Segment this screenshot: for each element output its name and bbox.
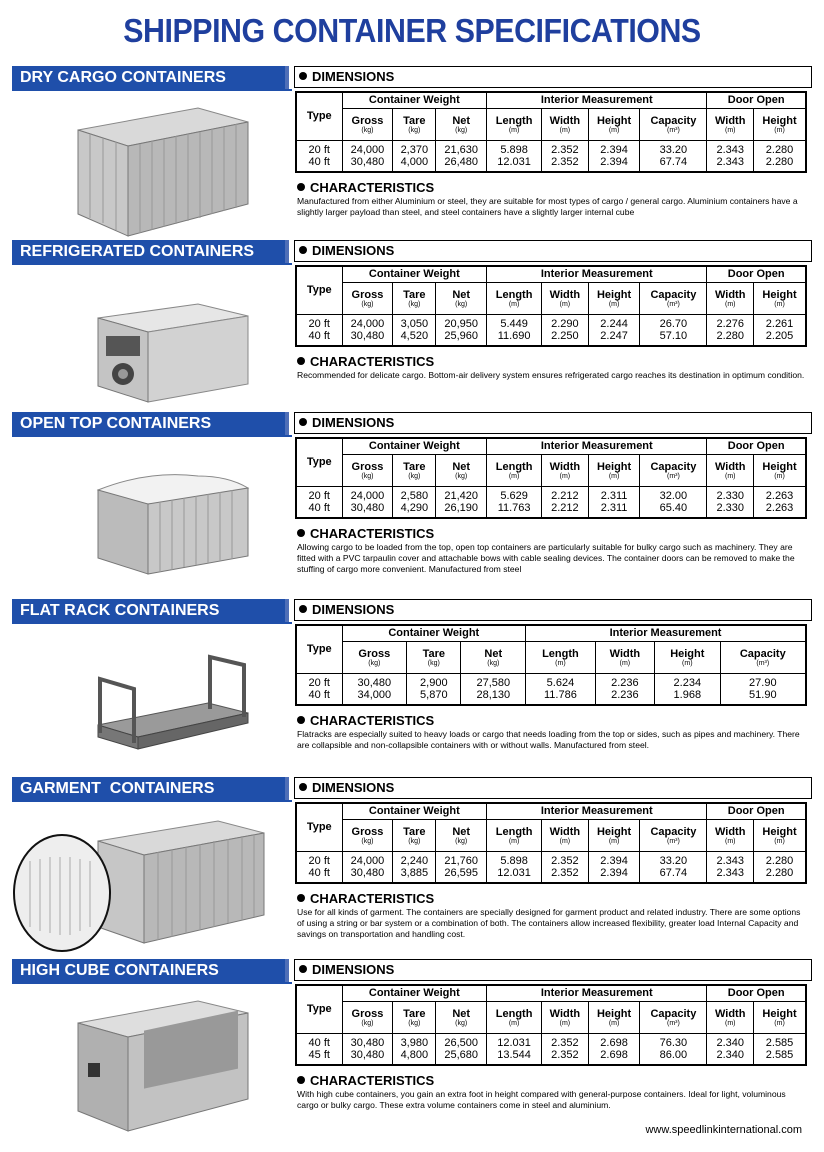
characteristics-heading: CHARACTERISTICS	[297, 355, 434, 369]
characteristics-text: With high cube containers, you gain an extra foot in height compared with general-purpose containers. Ideal for light, voluminous cargo or bulky cargo. These extra volume containers come in steel and aluminium.	[297, 1089, 786, 1110]
bullet-icon	[297, 894, 305, 902]
characteristics-text: Recommended for delicate cargo. Bottom-air delivery system ensures refrigerated cargo reaches its destination in optimum condition.	[297, 370, 805, 380]
bullet-icon	[299, 246, 307, 254]
bullet-icon	[299, 783, 307, 791]
bullet-icon	[297, 357, 305, 365]
high-cube-container-image	[48, 993, 258, 1133]
characteristics-text: Flatracks are especially suited to heavy loads or cargo that needs loading from the top or sides, such as pipes and machinery. There are collapsible and non-collapsible containers with or without walls. Manufactured from steel.	[297, 729, 800, 750]
net-header: Net (kg)	[436, 109, 487, 141]
section-rule	[12, 263, 292, 265]
refrigerated-container-image	[48, 274, 258, 414]
characteristics-heading: CHARACTERISTICS	[297, 181, 434, 195]
page-title: SHIPPING CONTAINER SPECIFICATIONS	[123, 12, 701, 49]
table-row: 20 ft 24,000 2,580 21,420 5.629 2.212 2.311 32.00 2.330 2.263	[296, 487, 806, 503]
section-title: GARMENT CONTAINERS	[12, 777, 289, 800]
characteristics-heading: CHARACTERISTICS	[297, 1074, 434, 1088]
bullet-icon	[299, 965, 307, 973]
bullet-icon	[297, 1076, 305, 1084]
table-row: 40 ft 34,000 5,870 28,130 11.786 2.236 1.968 51.90	[296, 689, 806, 705]
bullet-icon	[299, 418, 307, 426]
bullet-icon	[297, 183, 305, 191]
open-top-container-image	[48, 446, 258, 586]
section-title: DRY CARGO CONTAINERS	[12, 66, 289, 89]
section-rule	[12, 435, 292, 437]
table-row: 40 ft 30,480 3,980 26,500 12.031 2.352 2.698 76.30 2.340 2.585	[296, 1034, 806, 1050]
dimensions-heading: DIMENSIONS	[294, 412, 812, 434]
tare-header: Tare (kg)	[393, 109, 436, 141]
container-weight-header: Container Weight	[342, 92, 487, 109]
capacity-header: Capacity (m³)	[640, 109, 707, 141]
table-row: 20 ft 24,000 2,370 21,630 5.898 2.352 2.394 33.20 2.343 2.280	[296, 141, 806, 157]
dimensions-table	[295, 91, 807, 173]
type-header: Type	[296, 92, 342, 141]
section-rule	[12, 622, 292, 624]
dimensions-heading: DIMENSIONS	[294, 240, 812, 262]
dimensions-heading: DIMENSIONS	[294, 777, 812, 799]
section-rule	[12, 89, 292, 91]
dimensions-heading: DIMENSIONS	[294, 959, 812, 981]
section-rule	[12, 982, 292, 984]
characteristics-heading: CHARACTERISTICS	[297, 527, 434, 541]
flat-rack-container-image	[48, 633, 258, 773]
table-row: 40 ft 30,480 4,000 26,480 12.031 2.352 2.394 67.74 2.343 2.280	[296, 156, 806, 172]
length-header: Length (m)	[487, 109, 542, 141]
section-title: OPEN TOP CONTAINERS	[12, 412, 289, 435]
bullet-icon	[297, 716, 305, 724]
table-row: 45 ft 30,480 4,800 25,680 13.544 2.352 2.698 86.00 2.340 2.585	[296, 1049, 806, 1065]
gross-header: Gross (kg)	[342, 109, 393, 141]
dimensions-table: Type Container Weight Interior Measurement Gross (kg) Tare (kg) Net (kg) Length (m) Width (m) Height (m) Capacity (m³) 20 ft 30,480 2,900 27,580 5.624 2.236 2.234 27.90 40 ft 34,000 5,870 28,130 11.786 2.236 1.968 51.90	[295, 624, 807, 706]
bullet-icon	[299, 605, 307, 613]
characteristics-heading: CHARACTERISTICS	[297, 892, 434, 906]
dimensions-table: Type Container Weight Interior Measurement Door Open Gross (kg) Tare (kg) Net (kg) Length (m) Width (m) Height (m) Capacity (m³) Width (m) Height (m) 20 ft 24,000 2,240 21,760 5.898 2.352 2.394 33.20 2.343 2.280 40 ft 30,480 3,885 26,595 12.031 2.352 2.394 67.74 2.343 2.280	[295, 802, 807, 884]
section-rule	[12, 800, 292, 802]
bullet-icon	[297, 529, 305, 537]
interior-header: Interior Measurement	[487, 92, 707, 109]
dimensions-heading: DIMENSIONS	[294, 599, 812, 621]
dimensions-table: Type Container Weight Interior Measurement Door Open Gross (kg) Tare (kg) Net (kg) Length (m) Width (m) Height (m) Capacity (m³) Width (m) Height (m) 20 ft 24,000 3,050 20,950 5.449 2.290 2.244 26.70 2.276 2.261 40 ft 30,480 4,520 25,960 11.690 2.250 2.247 57.10 2.280 2.205	[295, 265, 807, 347]
dimensions-heading: DIMENSIONS	[294, 66, 812, 88]
characteristics-text: Allowing cargo to be loaded from the top, open top containers are particularly suitable for bulky cargo such as machinery. They are fitted with a PVC tarpaulin cover and attachable bows with cable sealing devices. The container doors can be removed to make the stuffing of cargo more convenient. Manufactured from steel	[297, 542, 795, 574]
section-title: FLAT RACK CONTAINERS	[12, 599, 289, 622]
table-row: 20 ft 24,000 3,050 20,950 5.449 2.290 2.244 26.70 2.276 2.261	[296, 315, 806, 331]
characteristics-text: Manufactured from either Aluminium or steel, they are suitable for most types of cargo / general cargo. Aluminium containers have a slightly larger payload than steel, and steel containers have a slightly larger internal cube	[297, 196, 798, 217]
dry-cargo-container-image	[48, 100, 258, 240]
table-row: 40 ft 30,480 4,520 25,960 11.690 2.250 2.247 57.10 2.280 2.205	[296, 330, 806, 346]
characteristics-text: Use for all kinds of garment. The containers are specially designed for garment product and related industry. There are some options of using a string or bar system or a combination of both. The containers allow increased flexibility, greater load Internal Capacity and savings on transportation and handling cost.	[297, 907, 801, 939]
table-row: 20 ft 24,000 2,240 21,760 5.898 2.352 2.394 33.20 2.343 2.280	[296, 852, 806, 868]
door-open-header: Door Open	[707, 92, 806, 109]
table-row: 20 ft 30,480 2,900 27,580 5.624 2.236 2.234 27.90	[296, 674, 806, 690]
height-header: Height (m)	[588, 109, 640, 141]
section-title: REFRIGERATED CONTAINERS	[12, 240, 289, 263]
table-row: 40 ft 30,480 4,290 26,190 11.763 2.212 2.311 65.40 2.330 2.263	[296, 502, 806, 518]
dimensions-table: Type Container Weight Interior Measurement Door Open Gross (kg) Tare (kg) Net (kg) Length (m) Width (m) Height (m) Capacity (m³) Width (m) Height (m) 40 ft 30,480 3,980 26,500 12.031 2.352 2.698 76.30 2.340 2.585 45 ft 30,480 4,800 25,680 13.544 2.352 2.698 86.00 2.340 2.585	[295, 984, 807, 1066]
section-title: HIGH CUBE CONTAINERS	[12, 959, 289, 982]
footer-url: www.speedlinkinternational.com	[645, 1124, 802, 1136]
characteristics-heading: CHARACTERISTICS	[297, 714, 434, 728]
width-header: Width (m)	[542, 109, 589, 141]
garment-container-image	[8, 811, 270, 961]
door-height-header: Height (m)	[754, 109, 806, 141]
door-width-header: Width (m)	[707, 109, 754, 141]
dimensions-table: Type Container Weight Interior Measurement Door Open Gross (kg) Tare (kg) Net (kg) Length (m) Width (m) Height (m) Capacity (m³) Width (m) Height (m) 20 ft 24,000 2,580 21,420 5.629 2.212 2.311 32.00 2.330 2.263 40 ft 30,480 4,290 26,190 11.763 2.212 2.311 65.40 2.330 2.263	[295, 437, 807, 519]
table-row: 40 ft 30,480 3,885 26,595 12.031 2.352 2.394 67.74 2.343 2.280	[296, 867, 806, 883]
bullet-icon	[299, 72, 307, 80]
